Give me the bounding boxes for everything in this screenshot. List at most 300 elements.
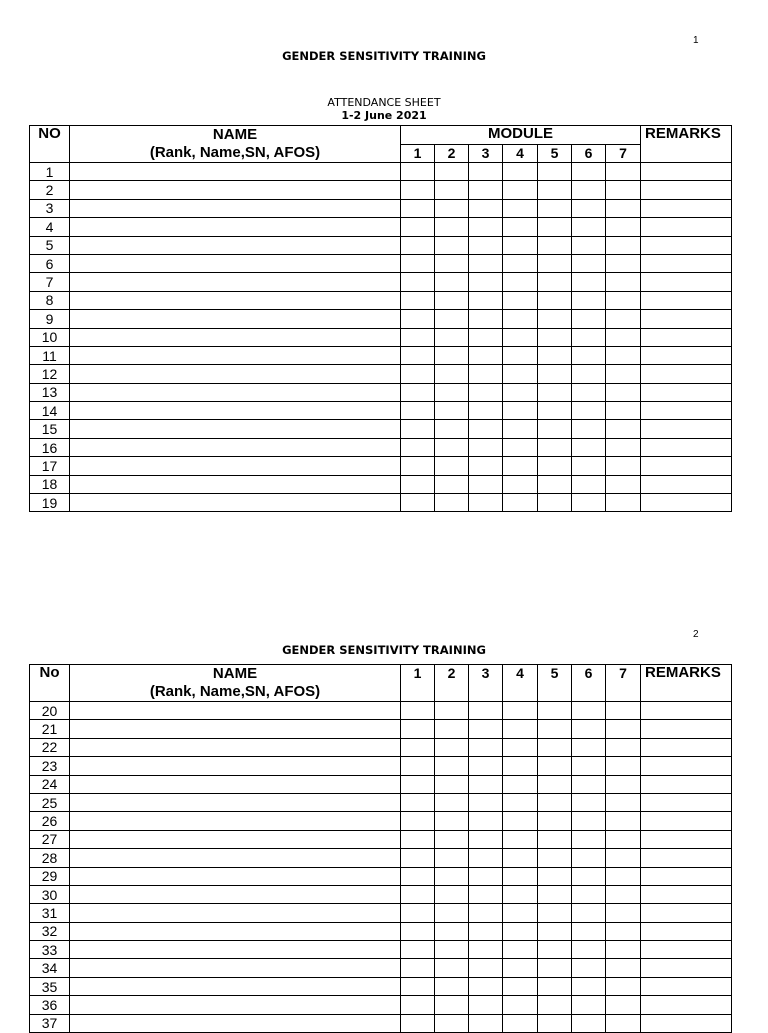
module-7-cell[interactable] <box>606 328 641 346</box>
name-cell[interactable] <box>70 328 401 346</box>
remarks-cell[interactable] <box>641 720 732 738</box>
remarks-cell[interactable] <box>641 830 732 848</box>
module-6-cell[interactable] <box>572 959 606 977</box>
module-7-cell[interactable] <box>606 181 641 199</box>
module-5-cell[interactable] <box>538 757 572 775</box>
module-5-cell[interactable] <box>538 922 572 940</box>
module-1-cell[interactable] <box>401 996 435 1014</box>
remarks-cell[interactable] <box>641 199 732 217</box>
module-5-cell[interactable] <box>538 402 572 420</box>
module-2-cell[interactable] <box>435 959 469 977</box>
remarks-cell[interactable] <box>641 457 732 475</box>
module-4-cell[interactable] <box>503 959 538 977</box>
module-6-cell[interactable] <box>572 438 606 456</box>
module-5-cell[interactable] <box>538 457 572 475</box>
module-1-cell[interactable] <box>401 254 435 272</box>
module-3-cell[interactable] <box>469 757 503 775</box>
module-3-cell[interactable] <box>469 310 503 328</box>
module-7-cell[interactable] <box>606 163 641 181</box>
module-5-cell[interactable] <box>538 254 572 272</box>
remarks-cell[interactable] <box>641 181 732 199</box>
module-6-cell[interactable] <box>572 941 606 959</box>
name-cell[interactable] <box>70 996 401 1014</box>
module-2-cell[interactable] <box>435 402 469 420</box>
module-7-cell[interactable] <box>606 812 641 830</box>
remarks-cell[interactable] <box>641 402 732 420</box>
module-3-cell[interactable] <box>469 273 503 291</box>
module-4-cell[interactable] <box>503 383 538 401</box>
module-3-cell[interactable] <box>469 254 503 272</box>
module-3-cell[interactable] <box>469 720 503 738</box>
module-1-cell[interactable] <box>401 163 435 181</box>
module-3-cell[interactable] <box>469 959 503 977</box>
module-1-cell[interactable] <box>401 291 435 309</box>
module-7-cell[interactable] <box>606 310 641 328</box>
module-5-cell[interactable] <box>538 438 572 456</box>
remarks-cell[interactable] <box>641 757 732 775</box>
module-6-cell[interactable] <box>572 1014 606 1032</box>
module-5-cell[interactable] <box>538 812 572 830</box>
remarks-cell[interactable] <box>641 775 732 793</box>
module-2-cell[interactable] <box>435 273 469 291</box>
module-4-cell[interactable] <box>503 494 538 512</box>
module-5-cell[interactable] <box>538 181 572 199</box>
module-6-cell[interactable] <box>572 218 606 236</box>
module-4-cell[interactable] <box>503 365 538 383</box>
module-1-cell[interactable] <box>401 757 435 775</box>
module-4-cell[interactable] <box>503 457 538 475</box>
module-4-cell[interactable] <box>503 438 538 456</box>
module-2-cell[interactable] <box>435 181 469 199</box>
module-6-cell[interactable] <box>572 738 606 756</box>
name-cell[interactable] <box>70 218 401 236</box>
remarks-cell[interactable] <box>641 328 732 346</box>
module-6-cell[interactable] <box>572 977 606 995</box>
module-2-cell[interactable] <box>435 720 469 738</box>
module-6-cell[interactable] <box>572 922 606 940</box>
name-cell[interactable] <box>70 199 401 217</box>
module-7-cell[interactable] <box>606 365 641 383</box>
module-1-cell[interactable] <box>401 812 435 830</box>
remarks-cell[interactable] <box>641 291 732 309</box>
module-3-cell[interactable] <box>469 996 503 1014</box>
remarks-cell[interactable] <box>641 310 732 328</box>
module-6-cell[interactable] <box>572 383 606 401</box>
module-5-cell[interactable] <box>538 775 572 793</box>
module-7-cell[interactable] <box>606 438 641 456</box>
module-3-cell[interactable] <box>469 402 503 420</box>
remarks-cell[interactable] <box>641 941 732 959</box>
module-5-cell[interactable] <box>538 849 572 867</box>
module-7-cell[interactable] <box>606 757 641 775</box>
module-7-cell[interactable] <box>606 867 641 885</box>
module-4-cell[interactable] <box>503 996 538 1014</box>
name-cell[interactable] <box>70 720 401 738</box>
module-1-cell[interactable] <box>401 977 435 995</box>
module-7-cell[interactable] <box>606 420 641 438</box>
module-5-cell[interactable] <box>538 941 572 959</box>
name-cell[interactable] <box>70 775 401 793</box>
module-1-cell[interactable] <box>401 830 435 848</box>
module-4-cell[interactable] <box>503 775 538 793</box>
module-1-cell[interactable] <box>401 1014 435 1032</box>
module-1-cell[interactable] <box>401 849 435 867</box>
module-1-cell[interactable] <box>401 310 435 328</box>
module-1-cell[interactable] <box>401 959 435 977</box>
module-6-cell[interactable] <box>572 720 606 738</box>
module-5-cell[interactable] <box>538 346 572 364</box>
module-6-cell[interactable] <box>572 475 606 493</box>
module-4-cell[interactable] <box>503 254 538 272</box>
module-2-cell[interactable] <box>435 885 469 903</box>
module-7-cell[interactable] <box>606 996 641 1014</box>
name-cell[interactable] <box>70 922 401 940</box>
module-2-cell[interactable] <box>435 236 469 254</box>
module-2-cell[interactable] <box>435 420 469 438</box>
module-4-cell[interactable] <box>503 199 538 217</box>
module-1-cell[interactable] <box>401 793 435 811</box>
module-1-cell[interactable] <box>401 720 435 738</box>
module-1-cell[interactable] <box>401 494 435 512</box>
module-1-cell[interactable] <box>401 738 435 756</box>
name-cell[interactable] <box>70 346 401 364</box>
remarks-cell[interactable] <box>641 254 732 272</box>
module-5-cell[interactable] <box>538 830 572 848</box>
remarks-cell[interactable] <box>641 163 732 181</box>
name-cell[interactable] <box>70 254 401 272</box>
name-cell[interactable] <box>70 402 401 420</box>
module-3-cell[interactable] <box>469 420 503 438</box>
remarks-cell[interactable] <box>641 812 732 830</box>
module-3-cell[interactable] <box>469 475 503 493</box>
module-4-cell[interactable] <box>503 236 538 254</box>
module-3-cell[interactable] <box>469 199 503 217</box>
name-cell[interactable] <box>70 273 401 291</box>
module-6-cell[interactable] <box>572 402 606 420</box>
name-cell[interactable] <box>70 181 401 199</box>
remarks-cell[interactable] <box>641 365 732 383</box>
module-3-cell[interactable] <box>469 793 503 811</box>
module-1-cell[interactable] <box>401 475 435 493</box>
module-6-cell[interactable] <box>572 996 606 1014</box>
remarks-cell[interactable] <box>641 793 732 811</box>
remarks-cell[interactable] <box>641 849 732 867</box>
module-2-cell[interactable] <box>435 922 469 940</box>
module-5-cell[interactable] <box>538 273 572 291</box>
module-1-cell[interactable] <box>401 402 435 420</box>
module-2-cell[interactable] <box>435 494 469 512</box>
name-cell[interactable] <box>70 383 401 401</box>
module-2-cell[interactable] <box>435 475 469 493</box>
module-3-cell[interactable] <box>469 1014 503 1032</box>
module-7-cell[interactable] <box>606 775 641 793</box>
module-2-cell[interactable] <box>435 346 469 364</box>
module-4-cell[interactable] <box>503 218 538 236</box>
module-1-cell[interactable] <box>401 199 435 217</box>
module-3-cell[interactable] <box>469 328 503 346</box>
remarks-cell[interactable] <box>641 702 732 720</box>
module-1-cell[interactable] <box>401 236 435 254</box>
name-cell[interactable] <box>70 291 401 309</box>
name-cell[interactable] <box>70 236 401 254</box>
module-5-cell[interactable] <box>538 738 572 756</box>
module-2-cell[interactable] <box>435 457 469 475</box>
module-5-cell[interactable] <box>538 494 572 512</box>
module-4-cell[interactable] <box>503 922 538 940</box>
module-7-cell[interactable] <box>606 494 641 512</box>
module-5-cell[interactable] <box>538 420 572 438</box>
module-4-cell[interactable] <box>503 812 538 830</box>
module-4-cell[interactable] <box>503 849 538 867</box>
module-5-cell[interactable] <box>538 199 572 217</box>
module-3-cell[interactable] <box>469 885 503 903</box>
module-7-cell[interactable] <box>606 904 641 922</box>
module-5-cell[interactable] <box>538 959 572 977</box>
module-1-cell[interactable] <box>401 383 435 401</box>
module-7-cell[interactable] <box>606 1014 641 1032</box>
module-6-cell[interactable] <box>572 328 606 346</box>
name-cell[interactable] <box>70 885 401 903</box>
name-cell[interactable] <box>70 494 401 512</box>
remarks-cell[interactable] <box>641 904 732 922</box>
module-3-cell[interactable] <box>469 383 503 401</box>
module-3-cell[interactable] <box>469 867 503 885</box>
module-6-cell[interactable] <box>572 310 606 328</box>
remarks-cell[interactable] <box>641 475 732 493</box>
module-7-cell[interactable] <box>606 218 641 236</box>
remarks-cell[interactable] <box>641 273 732 291</box>
remarks-cell[interactable] <box>641 977 732 995</box>
module-1-cell[interactable] <box>401 420 435 438</box>
remarks-cell[interactable] <box>641 494 732 512</box>
module-2-cell[interactable] <box>435 1014 469 1032</box>
module-6-cell[interactable] <box>572 885 606 903</box>
module-1-cell[interactable] <box>401 218 435 236</box>
module-1-cell[interactable] <box>401 941 435 959</box>
module-5-cell[interactable] <box>538 383 572 401</box>
module-6-cell[interactable] <box>572 830 606 848</box>
remarks-cell[interactable] <box>641 922 732 940</box>
module-4-cell[interactable] <box>503 475 538 493</box>
module-1-cell[interactable] <box>401 922 435 940</box>
module-7-cell[interactable] <box>606 475 641 493</box>
module-5-cell[interactable] <box>538 867 572 885</box>
module-4-cell[interactable] <box>503 830 538 848</box>
module-2-cell[interactable] <box>435 383 469 401</box>
module-4-cell[interactable] <box>503 885 538 903</box>
module-4-cell[interactable] <box>503 720 538 738</box>
module-6-cell[interactable] <box>572 757 606 775</box>
name-cell[interactable] <box>70 757 401 775</box>
module-5-cell[interactable] <box>538 236 572 254</box>
module-5-cell[interactable] <box>538 977 572 995</box>
module-2-cell[interactable] <box>435 702 469 720</box>
module-1-cell[interactable] <box>401 775 435 793</box>
module-2-cell[interactable] <box>435 310 469 328</box>
module-2-cell[interactable] <box>435 849 469 867</box>
module-1-cell[interactable] <box>401 702 435 720</box>
module-2-cell[interactable] <box>435 775 469 793</box>
module-3-cell[interactable] <box>469 494 503 512</box>
module-6-cell[interactable] <box>572 346 606 364</box>
module-2-cell[interactable] <box>435 941 469 959</box>
module-4-cell[interactable] <box>503 291 538 309</box>
module-4-cell[interactable] <box>503 757 538 775</box>
module-7-cell[interactable] <box>606 702 641 720</box>
remarks-cell[interactable] <box>641 346 732 364</box>
remarks-cell[interactable] <box>641 738 732 756</box>
module-1-cell[interactable] <box>401 867 435 885</box>
module-4-cell[interactable] <box>503 181 538 199</box>
module-7-cell[interactable] <box>606 922 641 940</box>
remarks-cell[interactable] <box>641 420 732 438</box>
module-1-cell[interactable] <box>401 365 435 383</box>
module-2-cell[interactable] <box>435 438 469 456</box>
module-7-cell[interactable] <box>606 977 641 995</box>
module-2-cell[interactable] <box>435 793 469 811</box>
remarks-cell[interactable] <box>641 867 732 885</box>
module-7-cell[interactable] <box>606 959 641 977</box>
module-5-cell[interactable] <box>538 702 572 720</box>
module-7-cell[interactable] <box>606 738 641 756</box>
module-2-cell[interactable] <box>435 738 469 756</box>
module-3-cell[interactable] <box>469 365 503 383</box>
module-7-cell[interactable] <box>606 254 641 272</box>
module-2-cell[interactable] <box>435 328 469 346</box>
module-4-cell[interactable] <box>503 420 538 438</box>
module-1-cell[interactable] <box>401 438 435 456</box>
module-3-cell[interactable] <box>469 738 503 756</box>
module-5-cell[interactable] <box>538 475 572 493</box>
module-4-cell[interactable] <box>503 977 538 995</box>
module-1-cell[interactable] <box>401 346 435 364</box>
module-5-cell[interactable] <box>538 218 572 236</box>
module-2-cell[interactable] <box>435 199 469 217</box>
name-cell[interactable] <box>70 163 401 181</box>
module-3-cell[interactable] <box>469 849 503 867</box>
module-3-cell[interactable] <box>469 775 503 793</box>
module-6-cell[interactable] <box>572 365 606 383</box>
module-6-cell[interactable] <box>572 849 606 867</box>
module-3-cell[interactable] <box>469 218 503 236</box>
name-cell[interactable] <box>70 812 401 830</box>
module-5-cell[interactable] <box>538 793 572 811</box>
module-4-cell[interactable] <box>503 904 538 922</box>
module-3-cell[interactable] <box>469 922 503 940</box>
module-6-cell[interactable] <box>572 793 606 811</box>
module-6-cell[interactable] <box>572 181 606 199</box>
name-cell[interactable] <box>70 941 401 959</box>
module-7-cell[interactable] <box>606 793 641 811</box>
module-4-cell[interactable] <box>503 1014 538 1032</box>
module-3-cell[interactable] <box>469 812 503 830</box>
module-3-cell[interactable] <box>469 904 503 922</box>
module-5-cell[interactable] <box>538 885 572 903</box>
module-3-cell[interactable] <box>469 702 503 720</box>
module-5-cell[interactable] <box>538 904 572 922</box>
module-3-cell[interactable] <box>469 236 503 254</box>
module-2-cell[interactable] <box>435 291 469 309</box>
module-1-cell[interactable] <box>401 904 435 922</box>
module-2-cell[interactable] <box>435 757 469 775</box>
name-cell[interactable] <box>70 420 401 438</box>
name-cell[interactable] <box>70 904 401 922</box>
module-1-cell[interactable] <box>401 328 435 346</box>
module-7-cell[interactable] <box>606 291 641 309</box>
module-3-cell[interactable] <box>469 457 503 475</box>
module-6-cell[interactable] <box>572 904 606 922</box>
module-6-cell[interactable] <box>572 291 606 309</box>
remarks-cell[interactable] <box>641 383 732 401</box>
module-3-cell[interactable] <box>469 941 503 959</box>
module-2-cell[interactable] <box>435 365 469 383</box>
module-2-cell[interactable] <box>435 867 469 885</box>
module-4-cell[interactable] <box>503 867 538 885</box>
module-7-cell[interactable] <box>606 457 641 475</box>
module-7-cell[interactable] <box>606 199 641 217</box>
name-cell[interactable] <box>70 830 401 848</box>
module-6-cell[interactable] <box>572 236 606 254</box>
remarks-cell[interactable] <box>641 885 732 903</box>
remarks-cell[interactable] <box>641 218 732 236</box>
module-4-cell[interactable] <box>503 402 538 420</box>
module-6-cell[interactable] <box>572 163 606 181</box>
module-5-cell[interactable] <box>538 328 572 346</box>
module-7-cell[interactable] <box>606 885 641 903</box>
name-cell[interactable] <box>70 310 401 328</box>
module-3-cell[interactable] <box>469 291 503 309</box>
module-5-cell[interactable] <box>538 291 572 309</box>
module-3-cell[interactable] <box>469 163 503 181</box>
module-5-cell[interactable] <box>538 720 572 738</box>
remarks-cell[interactable] <box>641 996 732 1014</box>
module-5-cell[interactable] <box>538 310 572 328</box>
module-6-cell[interactable] <box>572 775 606 793</box>
module-7-cell[interactable] <box>606 236 641 254</box>
module-6-cell[interactable] <box>572 494 606 512</box>
module-2-cell[interactable] <box>435 830 469 848</box>
module-2-cell[interactable] <box>435 977 469 995</box>
remarks-cell[interactable] <box>641 959 732 977</box>
module-6-cell[interactable] <box>572 457 606 475</box>
module-7-cell[interactable] <box>606 849 641 867</box>
module-7-cell[interactable] <box>606 383 641 401</box>
name-cell[interactable] <box>70 793 401 811</box>
module-3-cell[interactable] <box>469 346 503 364</box>
module-2-cell[interactable] <box>435 218 469 236</box>
module-4-cell[interactable] <box>503 738 538 756</box>
remarks-cell[interactable] <box>641 438 732 456</box>
module-6-cell[interactable] <box>572 812 606 830</box>
name-cell[interactable] <box>70 365 401 383</box>
module-1-cell[interactable] <box>401 885 435 903</box>
name-cell[interactable] <box>70 438 401 456</box>
name-cell[interactable] <box>70 457 401 475</box>
module-4-cell[interactable] <box>503 941 538 959</box>
module-3-cell[interactable] <box>469 438 503 456</box>
module-6-cell[interactable] <box>572 702 606 720</box>
module-3-cell[interactable] <box>469 181 503 199</box>
module-6-cell[interactable] <box>572 254 606 272</box>
name-cell[interactable] <box>70 702 401 720</box>
module-4-cell[interactable] <box>503 793 538 811</box>
module-6-cell[interactable] <box>572 273 606 291</box>
remarks-cell[interactable] <box>641 1014 732 1032</box>
module-1-cell[interactable] <box>401 457 435 475</box>
module-1-cell[interactable] <box>401 181 435 199</box>
name-cell[interactable] <box>70 849 401 867</box>
module-4-cell[interactable] <box>503 702 538 720</box>
